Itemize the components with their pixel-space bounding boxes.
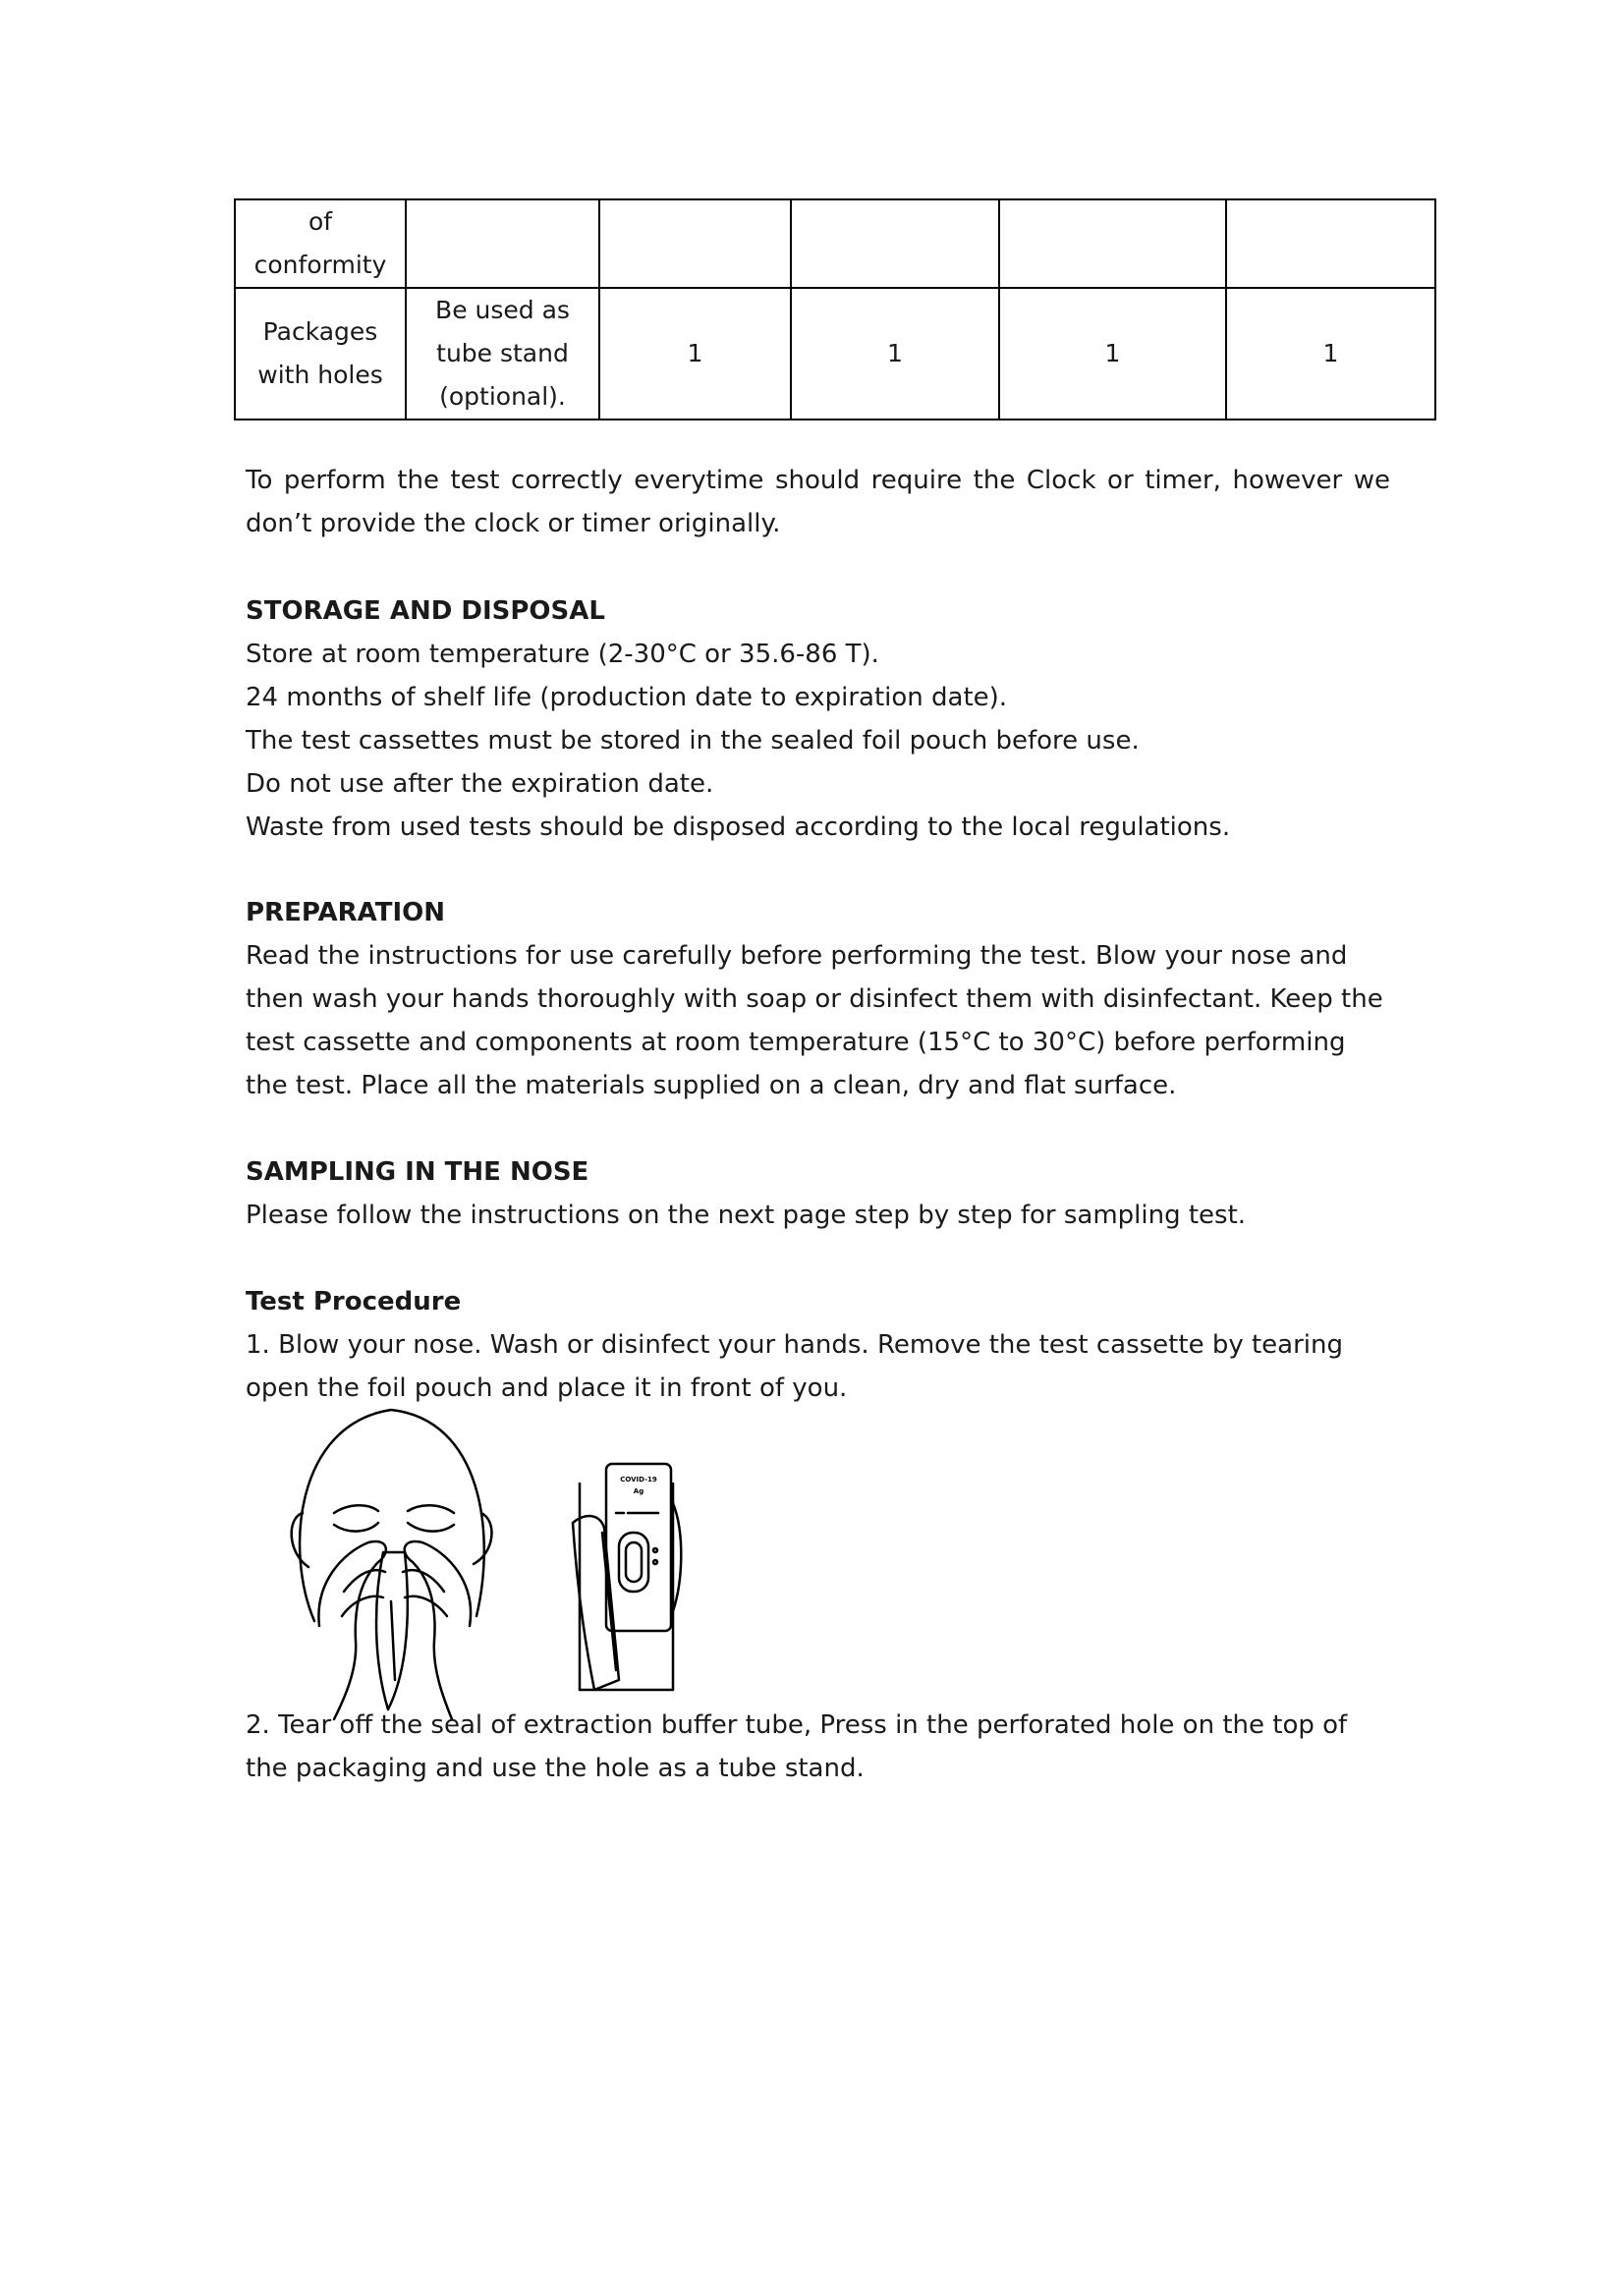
table-cell [999, 199, 1226, 288]
storage-section [246, 589, 1390, 849]
table-cell [406, 199, 599, 288]
storage-line: Do not use after the expiration date. [246, 769, 714, 799]
table-cell [1226, 199, 1435, 288]
storage-line: Waste from used tests should be disposed according to the local regulations. [246, 812, 1231, 842]
table-cell [599, 199, 791, 288]
cassette-label: Ag [633, 1487, 644, 1495]
table-cell: 1 [599, 288, 791, 420]
preparation-section [246, 891, 1390, 1107]
preparation-heading: PREPARATION [246, 898, 446, 927]
blow-nose-illustration [275, 1405, 501, 1739]
cassette-label: COVID-19 [620, 1476, 657, 1484]
storage-line: 24 months of shelf life (production date to expiration date). [246, 683, 1008, 712]
table-cell: of conformity [235, 199, 406, 288]
table-cell: Be used as tube stand (optional). [406, 288, 599, 420]
storage-line: Store at room temperature (2-30°C or 35.6-86 T). [246, 640, 879, 669]
procedure-step-2: 2. Tear off the seal of extraction buffer tube, Press in the perforated hole on the top of the packaging and use the hole as a tube stand. [246, 1710, 1348, 1783]
table-cell: Packages with holes [235, 288, 406, 420]
procedure-section [246, 1280, 1390, 1410]
table-row [235, 199, 1435, 288]
table-row [235, 288, 1435, 420]
intro-text: To perform the test correctly everytime should require the Clock or timer, however we don’t provide the clock or timer originally. [246, 466, 1390, 538]
table-cell: 1 [1226, 288, 1435, 420]
foil-pouch-illustration [565, 1444, 693, 1709]
storage-line: The test cassettes must be stored in the sealed foil pouch before use. [246, 726, 1140, 756]
storage-heading: STORAGE AND DISPOSAL [246, 596, 605, 626]
preparation-text: Read the instructions for use carefully before performing the test. Blow your nose and then wash your hands thoroughly with soap or disinfect them with disinfectant. Keep the test cassette and components at room temperature (15°C to 30°C) before performing the test. Place all the materials supplied on a clean, dry and flat surface. [246, 941, 1383, 1100]
sampling-section [246, 1150, 1390, 1237]
intro-paragraph [246, 459, 1390, 545]
sampling-text: Please follow the instructions on the next page step by step for sampling test. [246, 1201, 1247, 1230]
procedure-heading: Test Procedure [246, 1287, 462, 1316]
table-cell: 1 [999, 288, 1226, 420]
table-cell: 1 [791, 288, 999, 420]
procedure-step-1: 1. Blow your nose. Wash or disinfect your hands. Remove the test cassette by tearing open the foil pouch and place it in front of you. [246, 1330, 1343, 1403]
table-cell [791, 199, 999, 288]
components-table [234, 198, 1436, 420]
procedure-step-2-block [246, 1704, 1390, 1790]
sampling-heading: SAMPLING IN THE NOSE [246, 1157, 589, 1187]
